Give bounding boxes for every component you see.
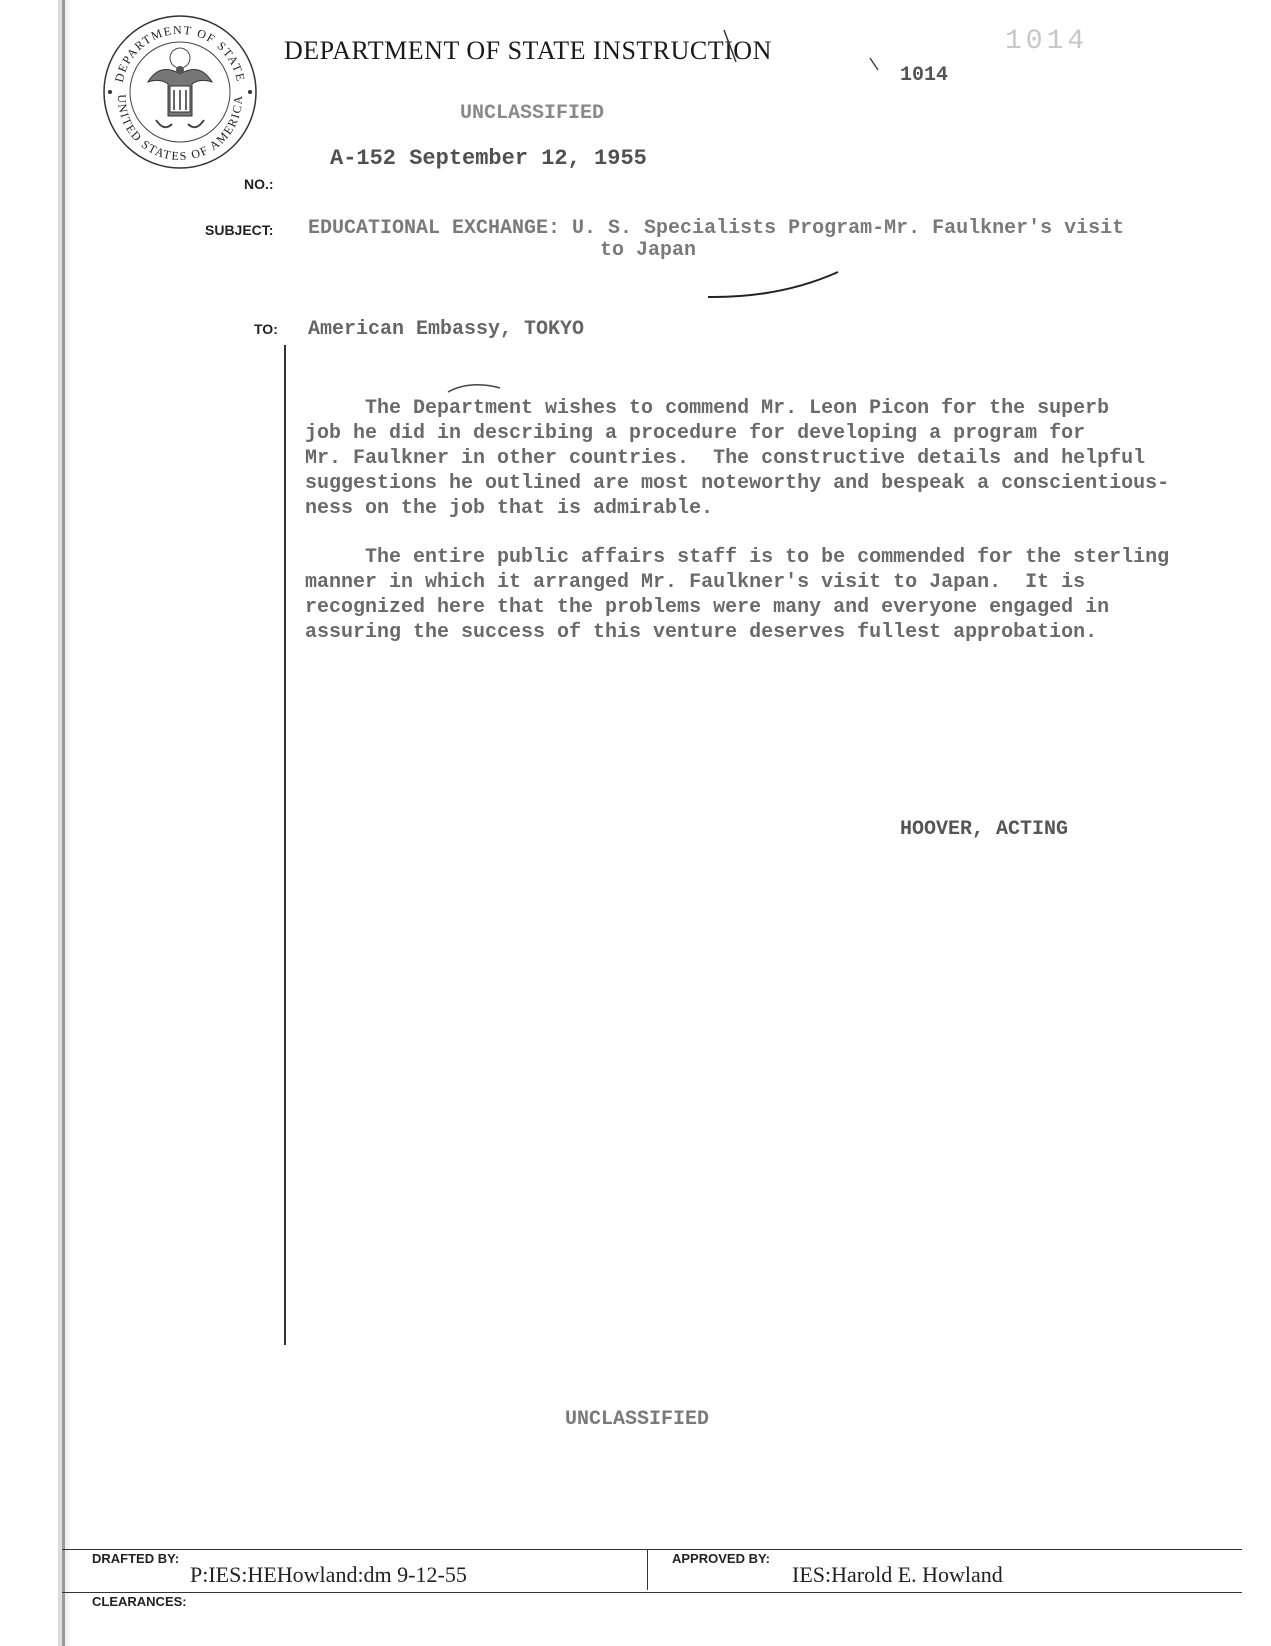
footer-rule-top bbox=[62, 1549, 1242, 1550]
footer-rule-bottom bbox=[62, 1592, 1242, 1593]
scan-edge bbox=[58, 0, 72, 1646]
scan-edge-line bbox=[62, 0, 65, 1646]
to-recipient: American Embassy, TOKYO bbox=[308, 318, 585, 341]
classification-top: UNCLASSIFIED bbox=[460, 102, 605, 125]
body-text bbox=[305, 396, 1205, 669]
department-seal-icon bbox=[100, 12, 260, 172]
stamp-pen-tick bbox=[870, 58, 878, 70]
faint-number-stamp: 1014 bbox=[1005, 26, 1089, 57]
footer-divider bbox=[647, 1550, 648, 1590]
document-number-date: A-152 September 12, 1955 bbox=[330, 146, 647, 171]
document-title: DEPARTMENT OF STATE INSTRUCTION bbox=[284, 36, 772, 65]
classification-bottom: UNCLASSIFIED bbox=[565, 1408, 710, 1431]
subject-line-1: EDUCATIONAL EXCHANGE: U. S. Specialists Program-Mr. Faulkner's visit bbox=[308, 217, 1125, 240]
document-number-stamp: 1014 bbox=[900, 64, 949, 87]
svg-text:DEPARTMENT OF STATE: DEPARTMENT OF STATE bbox=[111, 22, 249, 84]
body-paragraph-2: The entire public affairs staff is to be commended for the sterling manner in which it arranged Mr. Faulkner's visit to Japan. It is recognized here that the problems were many and everyone engaged in assuring the success of this venture deserves fullest approbation. bbox=[305, 546, 1170, 644]
margin-rule bbox=[284, 345, 286, 1345]
clearances-label: CLEARANCES: bbox=[92, 1594, 187, 1609]
subject-line-2: to Japan bbox=[600, 239, 697, 262]
no-label: NO.: bbox=[244, 176, 274, 192]
approved-by-value: IES:Harold E. Howland bbox=[792, 1562, 1003, 1587]
signature: HOOVER, ACTING bbox=[900, 818, 1069, 841]
to-label: TO: bbox=[254, 321, 278, 337]
drafted-by-label: DRAFTED BY: bbox=[92, 1551, 180, 1566]
body-pen-curve bbox=[448, 385, 500, 392]
svg-text:UNITED STATES OF AMERICA: UNITED STATES OF AMERICA bbox=[114, 94, 246, 164]
approved-by-label: APPROVED BY: bbox=[672, 1551, 770, 1566]
subject-underline-mark bbox=[708, 272, 838, 297]
body-paragraph-1: The Department wishes to commend Mr. Leon Picon for the superb job he did in describing a procedure for developing a program for Mr. Faulkner in other countries. The constructive details and helpful suggestions he outlined are most noteworthy and bespeak a conscientious- ness on the job that is admirable. bbox=[305, 397, 1170, 520]
subject-label: SUBJECT: bbox=[205, 222, 274, 238]
drafted-by-value: P:IES:HEHowland:dm 9-12-55 bbox=[190, 1562, 467, 1587]
subject-text bbox=[308, 218, 1124, 262]
